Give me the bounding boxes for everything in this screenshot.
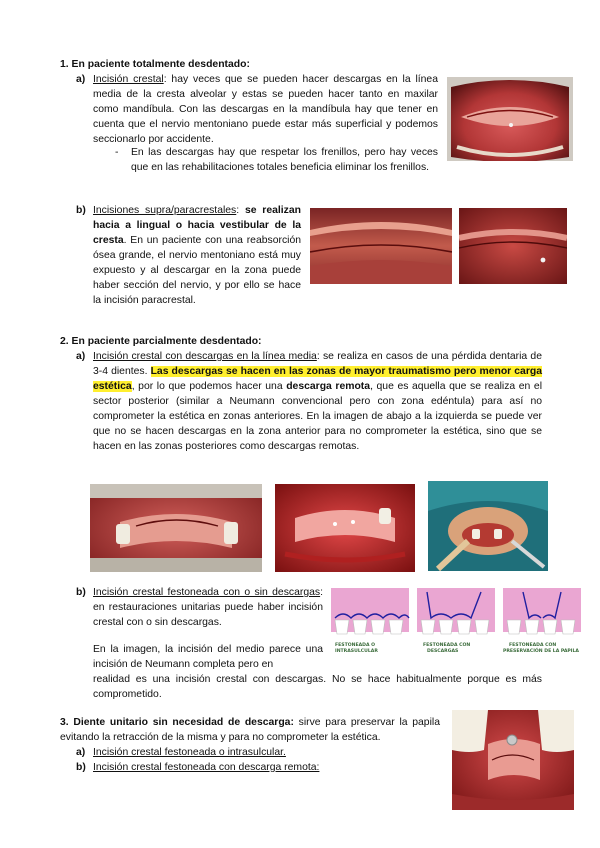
- incision-diagrams: [331, 588, 581, 668]
- s1-b-text: . En un paciente con una reabsorción ósea grande, el nervio mentoniano está muy expuesto y al descargar en la zona puede haber sección del nervio, y por ello se hace la incisión paracrestal.: [93, 235, 301, 306]
- s1-a-title: Incisión crestal: [93, 74, 164, 85]
- diagram-festoneada-intrasulcular: [331, 588, 409, 654]
- s2-b-para2-cont: realidad es una incisión crestal con descargas. No se hace habitualmente porque es más comprometido.: [93, 674, 542, 700]
- s2-b-paragraph: [93, 585, 323, 630]
- paracrestal-incision-photo-1: [310, 208, 452, 284]
- partial-edentulous-photo-2: [275, 484, 415, 572]
- single-tooth-implant-photo: [452, 710, 574, 810]
- s1-b-colon: :: [236, 205, 240, 216]
- s1-b-title: Incisiones supra/paracrestales: [93, 205, 237, 216]
- s2-b-title: Incisión crestal festoneada con o sin descargas: [93, 587, 321, 598]
- caption-3-line-1: FESTONEADA CON: [509, 643, 557, 648]
- item-label: a): [76, 74, 86, 85]
- s1-b-bold: se realizan hacia a lingual o hacia vestibular de la cresta: [93, 205, 301, 246]
- item-label: a): [76, 747, 86, 758]
- diagram-festoneada-preservacion-papila: [503, 588, 581, 654]
- s2-a-title: Incisión crestal con descargas en la línea media: [93, 351, 317, 362]
- s2-b-para2: En la imagen, la incisión del medio parece una incisión de Neumann completa pero en: [93, 644, 323, 670]
- item-label: b): [76, 762, 86, 773]
- item-label: b): [76, 587, 86, 598]
- item-label: b): [76, 205, 86, 216]
- s1-a-bullet: En las descargas hay que respetar los frenillos, pero hay veces que en las rehabilitaciones totales beneficia eliminar los frenillos.: [131, 147, 438, 173]
- section-3-heading: 3. Diente unitario sin necesidad de descarga:: [60, 717, 294, 728]
- s3-item-b: Incisión crestal festoneada con descarga remota:: [93, 762, 320, 773]
- s3-item-a: Incisión crestal festoneada o intrasulcular.: [93, 747, 286, 758]
- s2-a-text3: , que es aquella que se realiza en el sector posterior (similar a Neumann convencional pero con zona edéntula) para así no comprometer la estética en zonas anteriores. En la imagen de abajo a la izquierda se puede ver que no se hacen descargas en la zona anterior para no comprometer la estética, sino que se hacen en las zonas posteriores como descargas remotas.: [93, 381, 542, 452]
- s2-a-paragraph: [93, 349, 542, 454]
- s2-a-text1: : se realiza en casos de una pérdida dentaria de 3-4 dientes.: [93, 351, 542, 377]
- diagram-festoneada-con-descargas: [417, 588, 495, 654]
- s2-a-highlight: Las descargas se hacen en las zonas de mayor traumatismo pero menor carga estética: [93, 366, 543, 392]
- caption-2-line-1: FESTONEADA CON: [423, 643, 471, 648]
- s2-a-bold: descarga remota: [286, 381, 371, 392]
- item-label: a): [76, 351, 86, 362]
- s1-a-text: : hay veces que se pueden hacer descargas en la línea media de la cresta alveolar y estas se pueden hacer tanto en maxilar como mandíbula. Con las descargas en la mandíbula hay que tener en cuenta que el nervio mentoniano puede estar más superficial y podemos seccionarlo por accidente.: [93, 74, 438, 145]
- partial-edentulous-photo-1: [90, 484, 262, 572]
- s3-text: sirve para preservar la papila evitando la retracción de la misma y para no comprometer la estética.: [60, 717, 440, 743]
- section-2-heading: 2. En paciente parcialmente desdentado:: [60, 336, 262, 347]
- s1-b-paragraph: [93, 203, 301, 308]
- caption-1-line-1: FESTONEADA O: [335, 643, 376, 648]
- section-1-heading: 1. En paciente totalmente desdentado:: [60, 59, 250, 70]
- s3-paragraph: [60, 715, 440, 745]
- s2-a-text2: , por lo que podemos hacer una: [131, 381, 287, 392]
- bullet-dash: -: [115, 147, 119, 158]
- s2-b-text: : en restauraciones unitarias puede haber incisión crestal con o sin descargas.: [93, 587, 323, 628]
- paracrestal-incision-photo-2: [459, 208, 567, 284]
- edentulous-mandible-photo: [447, 77, 573, 161]
- s1-a-paragraph: [93, 72, 438, 147]
- caption-2-line-2: DESCARGAS: [427, 649, 459, 654]
- surgery-photo: [428, 481, 548, 571]
- caption-3-line-2: PRESERVACIÓN DE LA PAPILA: [503, 649, 579, 654]
- caption-1-line-2: INTRASULCULAR: [335, 649, 378, 654]
